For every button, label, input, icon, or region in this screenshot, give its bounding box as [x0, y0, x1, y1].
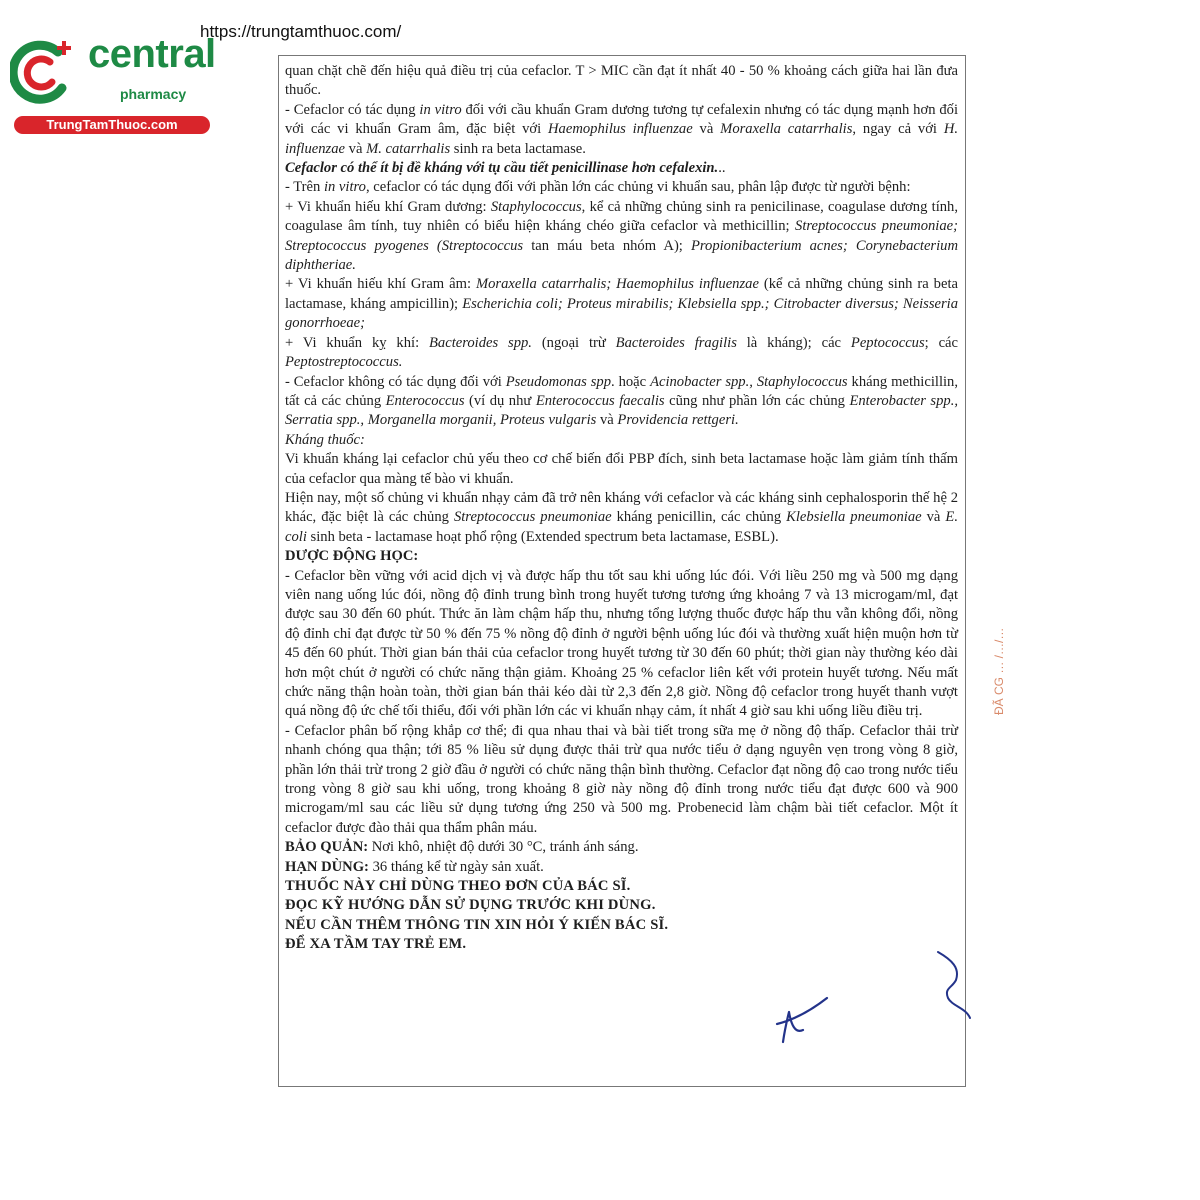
warning-read-instructions: ĐỌC KỸ HƯỚNG DẪN SỬ DỤNG TRƯỚC KHI DÙNG. — [285, 897, 656, 914]
paragraph-anaerobes: + Vi khuẩn kỵ khí: Bacteroides spp. (ngoại trừ Bacteroides fragilis là kháng); các Peptococcus; các Peptostreptococcus. — [285, 334, 959, 371]
paragraph-penicillinase-note: Cefaclor có thể ít bị đề kháng với tụ cầu tiết penicillinase hơn cefalexin... — [285, 160, 726, 177]
site-url[interactable]: https://trungtamthuoc.com/ — [200, 22, 402, 41]
paragraph-pd-continuation: quan chặt chẽ đến hiệu quả điều trị của cefaclor. T > MIC cần đạt ít nhất 40 - 50 % khoảng cách giữa hai lần đưa thuốc. — [285, 63, 958, 99]
storage-label: BẢO QUẢN: — [285, 839, 369, 856]
logo-badge: TrungTamThuoc.com — [14, 116, 210, 134]
warning-keep-away-children: ĐỂ XA TẦM TAY TRẺ EM. — [285, 936, 467, 953]
warning-prescription: THUỐC NÀY CHỈ DÙNG THEO ĐƠN CỦA BÁC SĨ. — [285, 878, 631, 895]
paragraph-in-vitro-activity: - Cefaclor có tác dụng in vitro đối với cầu khuẩn Gram dương tương tự cefalexin nhưng có tác dụng mạnh hơn đối với các vi khuẩn Gram âm, đặc biệt với Haemophilus influenzae và Moraxella catarrhalis, ngay cả với H. influenzae và M. catarrhalis sinh ra beta lactamase. — [285, 101, 959, 157]
subheading-drug-resistance: Kháng thuốc: — [285, 431, 365, 448]
paragraph-absorption: - Cefaclor bền vững với acid dịch vị và được hấp thu tốt sau khi uống lúc đói. Với liều 250 mg và 500 mg dạng viên nang uống lúc đói, nồng độ đỉnh trung bình trong huyết tương tương ứng khoảng 7 và 13 microgam/ml, đạt được sau 30 đến 60 phút. Thức ăn làm chậm hấp thu, nhưng tổng lượng thuốc được hấp thu vẫn không đổi, nồng độ đỉnh chỉ đạt được từ 50 % đến 75 % nồng độ đỉnh ở người bệnh uống lúc đói và thường xuất hiện muộn hơn từ 45 đến 60 phút. Thời gian bán thải của cefaclor trong huyết tương từ 30 đến 60 phút; thời gian này thường kéo dài hơn một chút ở người có chức năng thận giảm. Khoảng 25 % cefaclor liên kết với protein huyết tương. Nếu mất chức năng thận hoàn toàn, thời gian bán thải kéo dài từ 2,3 đến 2,8 giờ. Nồng độ cefaclor trong huyết thanh vượt quá nồng độ ức chế tối thiểu, đối với phần lớn các vi khuẩn nhạy cảm, ít nhất 4 giờ sau khi uống liều điều trị. — [285, 567, 958, 720]
paragraph-susceptible-intro: - Trên in vitro, cefaclor có tác dụng đối với phần lớn các chủng vi khuẩn sau, phân lập được từ người bệnh: — [285, 179, 911, 196]
paragraph-current-resistance: Hiện nay, một số chủng vi khuẩn nhạy cảm đã trở nên kháng với cefaclor và các kháng sinh cephalosporin thế hệ 2 khác, đặc biệt là các chủng Streptococcus pneumoniae kháng penicillin, các chủng Klebsiella pneumoniae và E. coli sinh beta - lactamase hoạt phổ rộng (Extended spectrum beta lactamase, ESBL). — [285, 489, 958, 545]
logo-name: central — [88, 32, 216, 76]
expiry-line: HẠN DÙNG: 36 tháng kể từ ngày sản xuất. — [285, 858, 544, 875]
brand-logo[interactable] — [10, 32, 216, 138]
document-body — [285, 62, 958, 955]
warning-ask-doctor: NẾU CẦN THÊM THÔNG TIN XIN HỎI Ý KIẾN BÁC SĨ. — [285, 916, 669, 933]
paragraph-gram-negative: + Vi khuẩn hiếu khí Gram âm: Moraxella catarrhalis; Haemophilus influenzae (kể cả những chủng sinh ra beta lactamase, kháng ampicillin); Escherichia coli; Proteus mirabilis; Klebsiella spp.; Citrobacter diversus; Neisseria gonorrhoeae; — [285, 276, 959, 332]
expiry-label: HẠN DÙNG: — [285, 858, 369, 875]
paragraph-resistance-mechanism: Vi khuẩn kháng lại cefaclor chủ yếu theo cơ chế biến đổi PBP đích, sinh beta lactamase hoặc làm giảm tính thấm của cefaclor qua màng tế bào vi khuẩn. — [285, 451, 958, 487]
paragraph-gram-positive: + Vi khuẩn hiếu khí Gram dương: Staphylococcus, kể cả những chủng sinh ra penicilinase, coagulase dương tính, coagulase âm tính, tuy nhiên có biểu hiện kháng chéo giữa cefaclor và methicillin; Streptococcus pneumoniae; Streptococcus pyogenes (Streptococcus tan máu beta nhóm A); Propionibacterium acnes; Corynebacterium diphtheriae. — [285, 198, 958, 274]
paragraph-distribution: - Cefaclor phân bố rộng khắp cơ thể; đi qua nhau thai và bài tiết trong sữa mẹ ở nồng độ thấp. Cefaclor thải trừ nhanh chóng qua thận; tới 85 % liều sử dụng được thải trừ qua nước tiểu ở dạng nguyên vẹn trong vòng 8 giờ, phần lớn thải trừ trong 2 giờ đầu ở người có chức năng thận bình thường. Cefaclor đạt nồng độ cao trong nước tiểu trong vòng 8 giờ sau khi uống, trong khoảng 8 giờ này nồng độ đỉnh trong nước tiểu đạt được 600 và 900 microgam/ml sau các liều sử dụng tương ứng 250 và 500 mg. Probenecid làm chậm bài tiết cefaclor. Một ít cefaclor được đào thải qua thẩm phân máu. — [285, 722, 958, 836]
signature-icon — [775, 990, 845, 1050]
storage-line: BẢO QUẢN: Nơi khô, nhiệt độ dưới 30 °C, tránh ánh sáng. — [285, 839, 639, 856]
heading-pharmacokinetics: DƯỢC ĐỘNG HỌC: — [285, 548, 419, 565]
logo-subtitle: pharmacy — [120, 86, 187, 102]
central-logo-icon — [10, 38, 80, 108]
signature-mark-icon — [930, 948, 980, 1028]
paragraph-resistant-organisms: - Cefaclor không có tác dụng đối với Pseudomonas spp. hoặc Acinobacter spp., Staphylococcus kháng methicillin, tất cả các chủng Enterococcus (ví dụ như Enterococcus faecalis cũng như phần lớn các chủng Enterobacter spp., Serratia spp., Morganella morganii, Proteus vulgaris và Providencia rettgeri. — [285, 373, 958, 429]
approval-stamp: ĐÃ CG … /…/… — [992, 627, 1006, 715]
